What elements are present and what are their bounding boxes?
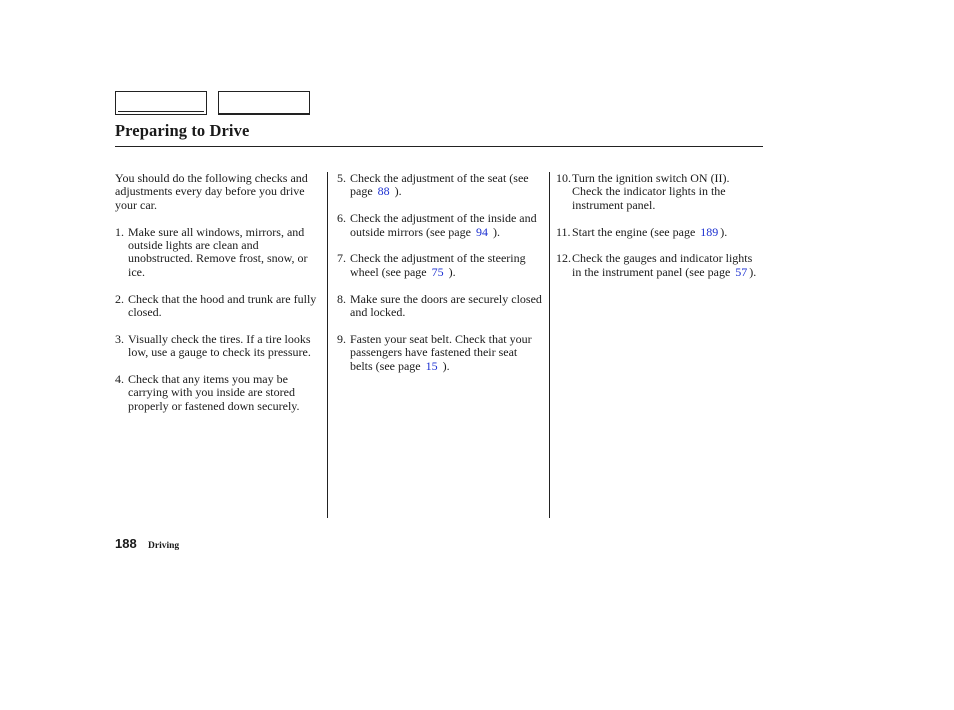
item-number: 8. <box>337 291 346 306</box>
list-item <box>115 373 322 413</box>
item-text: Turn the ignition switch ON (II). Check the indicator lights in the instrument panel. <box>572 171 730 212</box>
list-item <box>115 293 322 320</box>
item-number: 3. <box>115 331 124 346</box>
item-number: 9. <box>337 331 346 346</box>
page-link[interactable]: 94 <box>475 224 488 239</box>
section-name: Driving <box>148 541 180 551</box>
item-text: Visually check the tires. If a tire looks low, use a gauge to check its pressure. <box>128 331 311 360</box>
item-text: Check the adjustment of the steering wheel (see page 75 ). <box>350 251 526 279</box>
item-number: 7. <box>337 251 346 266</box>
nav-tab-main-menu[interactable] <box>115 91 207 115</box>
column-divider <box>327 172 328 518</box>
list-item <box>337 293 542 320</box>
item-number: 11. <box>556 224 571 239</box>
list-item <box>556 172 763 212</box>
page-number: 188 <box>115 536 137 551</box>
item-text: Fasten your seat belt. Check that your passengers have fastened their seat belts (see page 15 ). <box>350 331 532 373</box>
item-text: Make sure all windows, mirrors, and outside lights are clean and unobstructed. Remove frost, snow, or ice. <box>128 224 308 279</box>
list-item <box>337 333 542 373</box>
nav-tab-table-of-contents[interactable] <box>218 91 310 115</box>
item-text: Check that the hood and trunk are fully closed. <box>128 291 317 320</box>
list-item <box>115 333 322 360</box>
item-text: Start the engine (see page 189 ). <box>572 224 728 239</box>
title-divider <box>115 146 763 147</box>
column-3 <box>556 172 763 293</box>
page-link[interactable]: 57 <box>735 264 748 279</box>
list-item <box>556 252 763 279</box>
list-item <box>337 212 542 239</box>
page-link[interactable]: 15 <box>425 358 438 373</box>
item-text: Check the adjustment of the inside and outside mirrors (see page 94 ). <box>350 211 537 239</box>
item-text: Check that any items you may be carrying with you inside are stored properly or fastened down securely. <box>128 372 300 413</box>
item-number: 10. <box>556 171 571 185</box>
page-link[interactable]: 189 <box>700 224 719 239</box>
column-divider <box>549 172 550 518</box>
item-number: 2. <box>115 291 124 306</box>
item-text: Check the gauges and indicator lights in the instrument panel (see page 57 ). <box>572 251 757 279</box>
item-number: 4. <box>115 372 124 387</box>
list-item <box>115 226 322 280</box>
list-item <box>337 172 542 199</box>
column-1 <box>115 172 322 427</box>
item-number: 1. <box>115 224 124 239</box>
item-number: 5. <box>337 171 346 185</box>
item-text: Check the adjustment of the seat (see page 88 ). <box>350 171 529 199</box>
item-number: 6. <box>337 211 346 226</box>
list-item <box>337 252 542 279</box>
page-title: Preparing to Drive <box>115 121 250 140</box>
item-text: Make sure the doors are securely closed and locked. <box>350 291 542 320</box>
column-2 <box>337 172 542 386</box>
page-link[interactable]: 75 <box>431 264 444 279</box>
intro-paragraph: You should do the following checks and adjustments every day before you drive your car. <box>115 171 308 212</box>
list-item <box>556 226 763 239</box>
page-link[interactable]: 88 <box>377 184 390 199</box>
item-number: 12. <box>556 251 571 266</box>
